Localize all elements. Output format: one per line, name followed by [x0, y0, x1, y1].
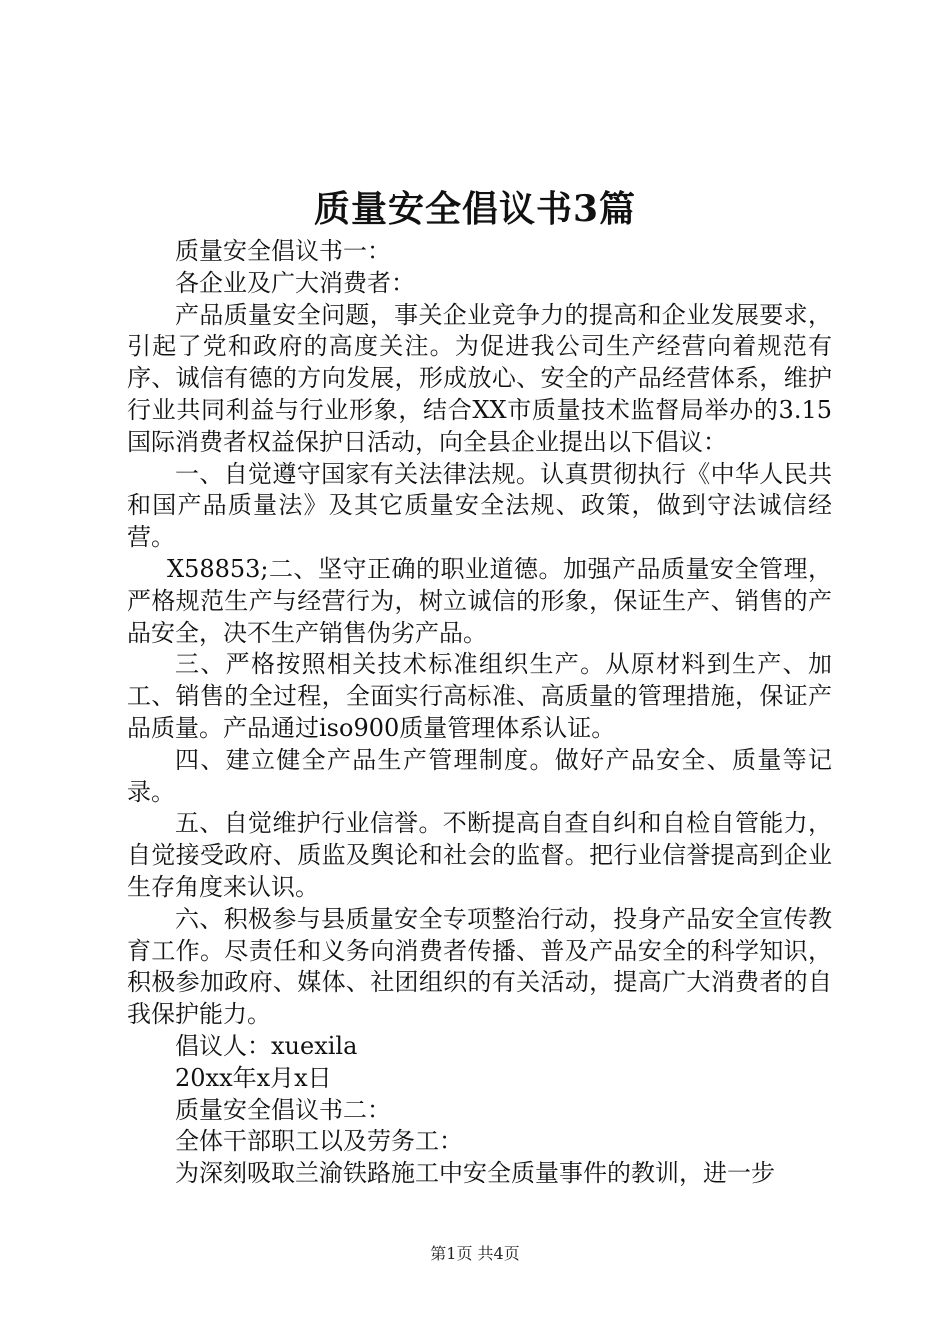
- page-number-footer: 第1页 共4页: [430, 1244, 520, 1263]
- intro-paragraph: 产品质量安全问题，事关企业竞争力的提高和企业发展要求，引起了党和政府的高度关注。为促进我公司生产经营向着规范有序、诚信有德的方向发展，形成放心、安全的产品经营体系，维护行业共同利益与行业形象，结合XX市质量技术监督局举办的3.15国际消费者权益保护日活动，向全县企业提出以下倡议：: [127, 300, 832, 456]
- salutation-two: 全体干部职工以及劳务工：: [175, 1127, 463, 1156]
- proposal-item-two: X58853;二、坚守正确的职业道德。加强产品质量安全管理，严格规范生产与经营行为，树立诚信的形象，保证生产、销售的产品安全，决不生产销售伪劣产品。: [127, 554, 832, 647]
- proposal-item-four: 四、建立健全产品生产管理制度。做好产品安全、质量等记录。: [127, 745, 832, 806]
- proposal-item-five: 五、自觉维护行业信誉。不断提高自查自纠和自检自管能力，自觉接受政府、质监及舆论和社会的监督。把行业信誉提高到企业生存角度来认识。: [127, 809, 832, 901]
- section-heading-two: 质量安全倡议书二：: [175, 1095, 391, 1124]
- section-heading-one: 质量安全倡议书一：: [175, 237, 391, 265]
- proposal-item-one: 一、自觉遵守国家有关法律法规。认真贯彻执行《中华人民共和国产品质量法》及其它质量安全法规、政策，做到守法诚信经营。: [127, 459, 832, 552]
- proposer-signature: 倡议人：xuexila: [175, 1031, 358, 1060]
- second-intro-paragraph: 为深刻吸取兰渝铁路施工中安全质量事件的教训，进一步: [175, 1159, 775, 1188]
- document-title: 质量安全倡议书3篇: [313, 188, 637, 230]
- salutation-one: 各企业及广大消费者：: [175, 268, 415, 297]
- proposal-item-three: 三、严格按照相关技术标准组织生产。从原材料到生产、加工、销售的全过程，全面实行高标准、高质量的管理措施，保证产品质量。产品通过iso900质量管理体系认证。: [127, 650, 832, 742]
- document-body: [127, 236, 832, 1190]
- proposal-item-six: 六、积极参与县质量安全专项整治行动，投身产品安全宣传教育工作。尽责任和义务向消费者传播、普及产品安全的科学知识，积极参加政府、媒体、社团组织的有关活动，提高广大消费者的自我保护能力。: [127, 904, 832, 1029]
- signature-date: 20xx年x月x日: [175, 1063, 332, 1092]
